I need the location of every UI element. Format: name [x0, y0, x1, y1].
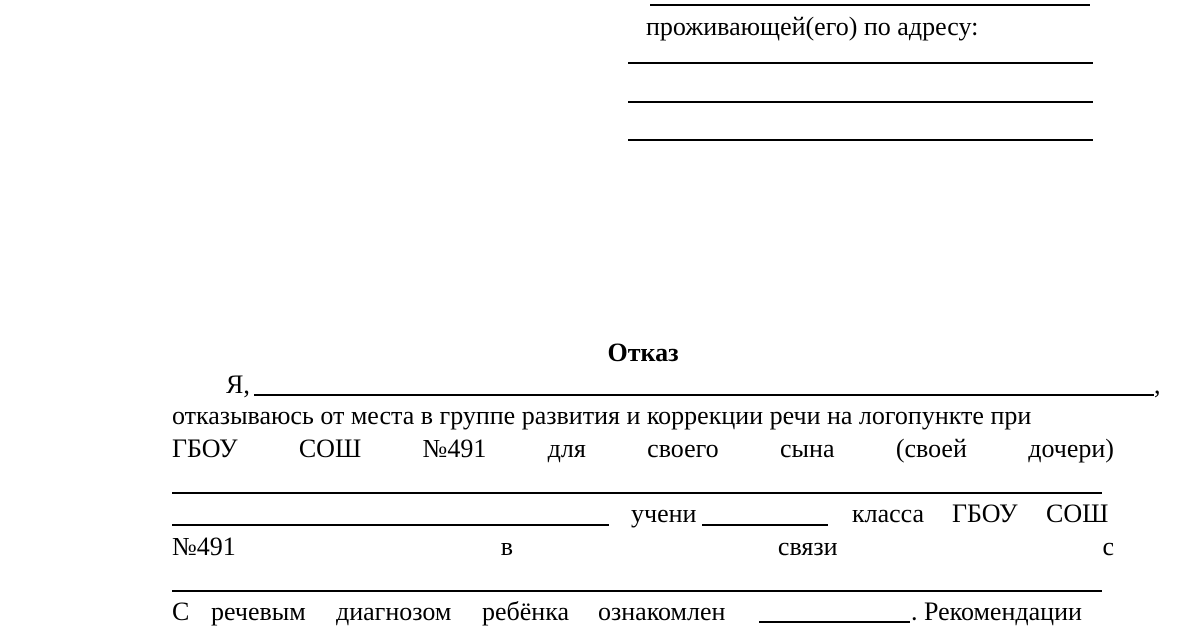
line8-end: . Рекомендации — [911, 597, 1082, 626]
child-name-blank-line-2 — [172, 524, 609, 526]
line3-word: №491 — [422, 434, 487, 463]
line8-word: диагнозом — [336, 597, 452, 626]
line3-row — [172, 436, 1114, 462]
address-blank-line-2 — [628, 101, 1093, 103]
line3-word: своего — [647, 434, 719, 463]
line8-word: ознакомлен — [598, 597, 726, 626]
line3-word: сына — [780, 434, 835, 463]
line6-word: №491 — [172, 532, 236, 561]
address-blank-line-1 — [628, 62, 1093, 64]
line8-word: ребёнка — [482, 597, 570, 626]
line1-end: , — [1154, 370, 1161, 399]
line5-word-gbou: ГБОУ — [952, 499, 1018, 528]
line8-word: речевым — [211, 597, 306, 626]
line3-word: (своей — [895, 434, 967, 463]
line6-word: в — [500, 532, 513, 561]
pupil-word: учени — [631, 499, 697, 528]
line1-start: Я, — [226, 370, 250, 399]
document-title: Отказ — [607, 338, 679, 367]
line5-word-sosh: СОШ — [1046, 499, 1109, 528]
line3-word: дочери) — [1028, 434, 1114, 463]
residence-label: проживающей(его) по адресу: — [646, 12, 979, 41]
line2-text: отказываюсь от места в группе развития и коррекции речи на логопункте при — [172, 401, 1032, 430]
child-name-blank-line — [172, 492, 1102, 494]
line3-word: для — [547, 434, 586, 463]
name-blank-line — [254, 394, 1154, 396]
line5-word-class: класса — [852, 499, 925, 528]
line6-row — [172, 534, 1114, 560]
acquainted-signature-blank — [759, 621, 910, 623]
line8-word: С — [172, 597, 190, 626]
header-blank-line-top — [650, 4, 1090, 6]
line6-word: связи — [777, 532, 838, 561]
line6-word: с — [1102, 532, 1114, 561]
line3-word: СОШ — [298, 434, 362, 463]
pupil-ending-blank — [702, 524, 828, 526]
reason-blank-line — [172, 590, 1102, 592]
line3-word: ГБОУ — [172, 434, 238, 463]
address-blank-line-3 — [628, 139, 1093, 141]
